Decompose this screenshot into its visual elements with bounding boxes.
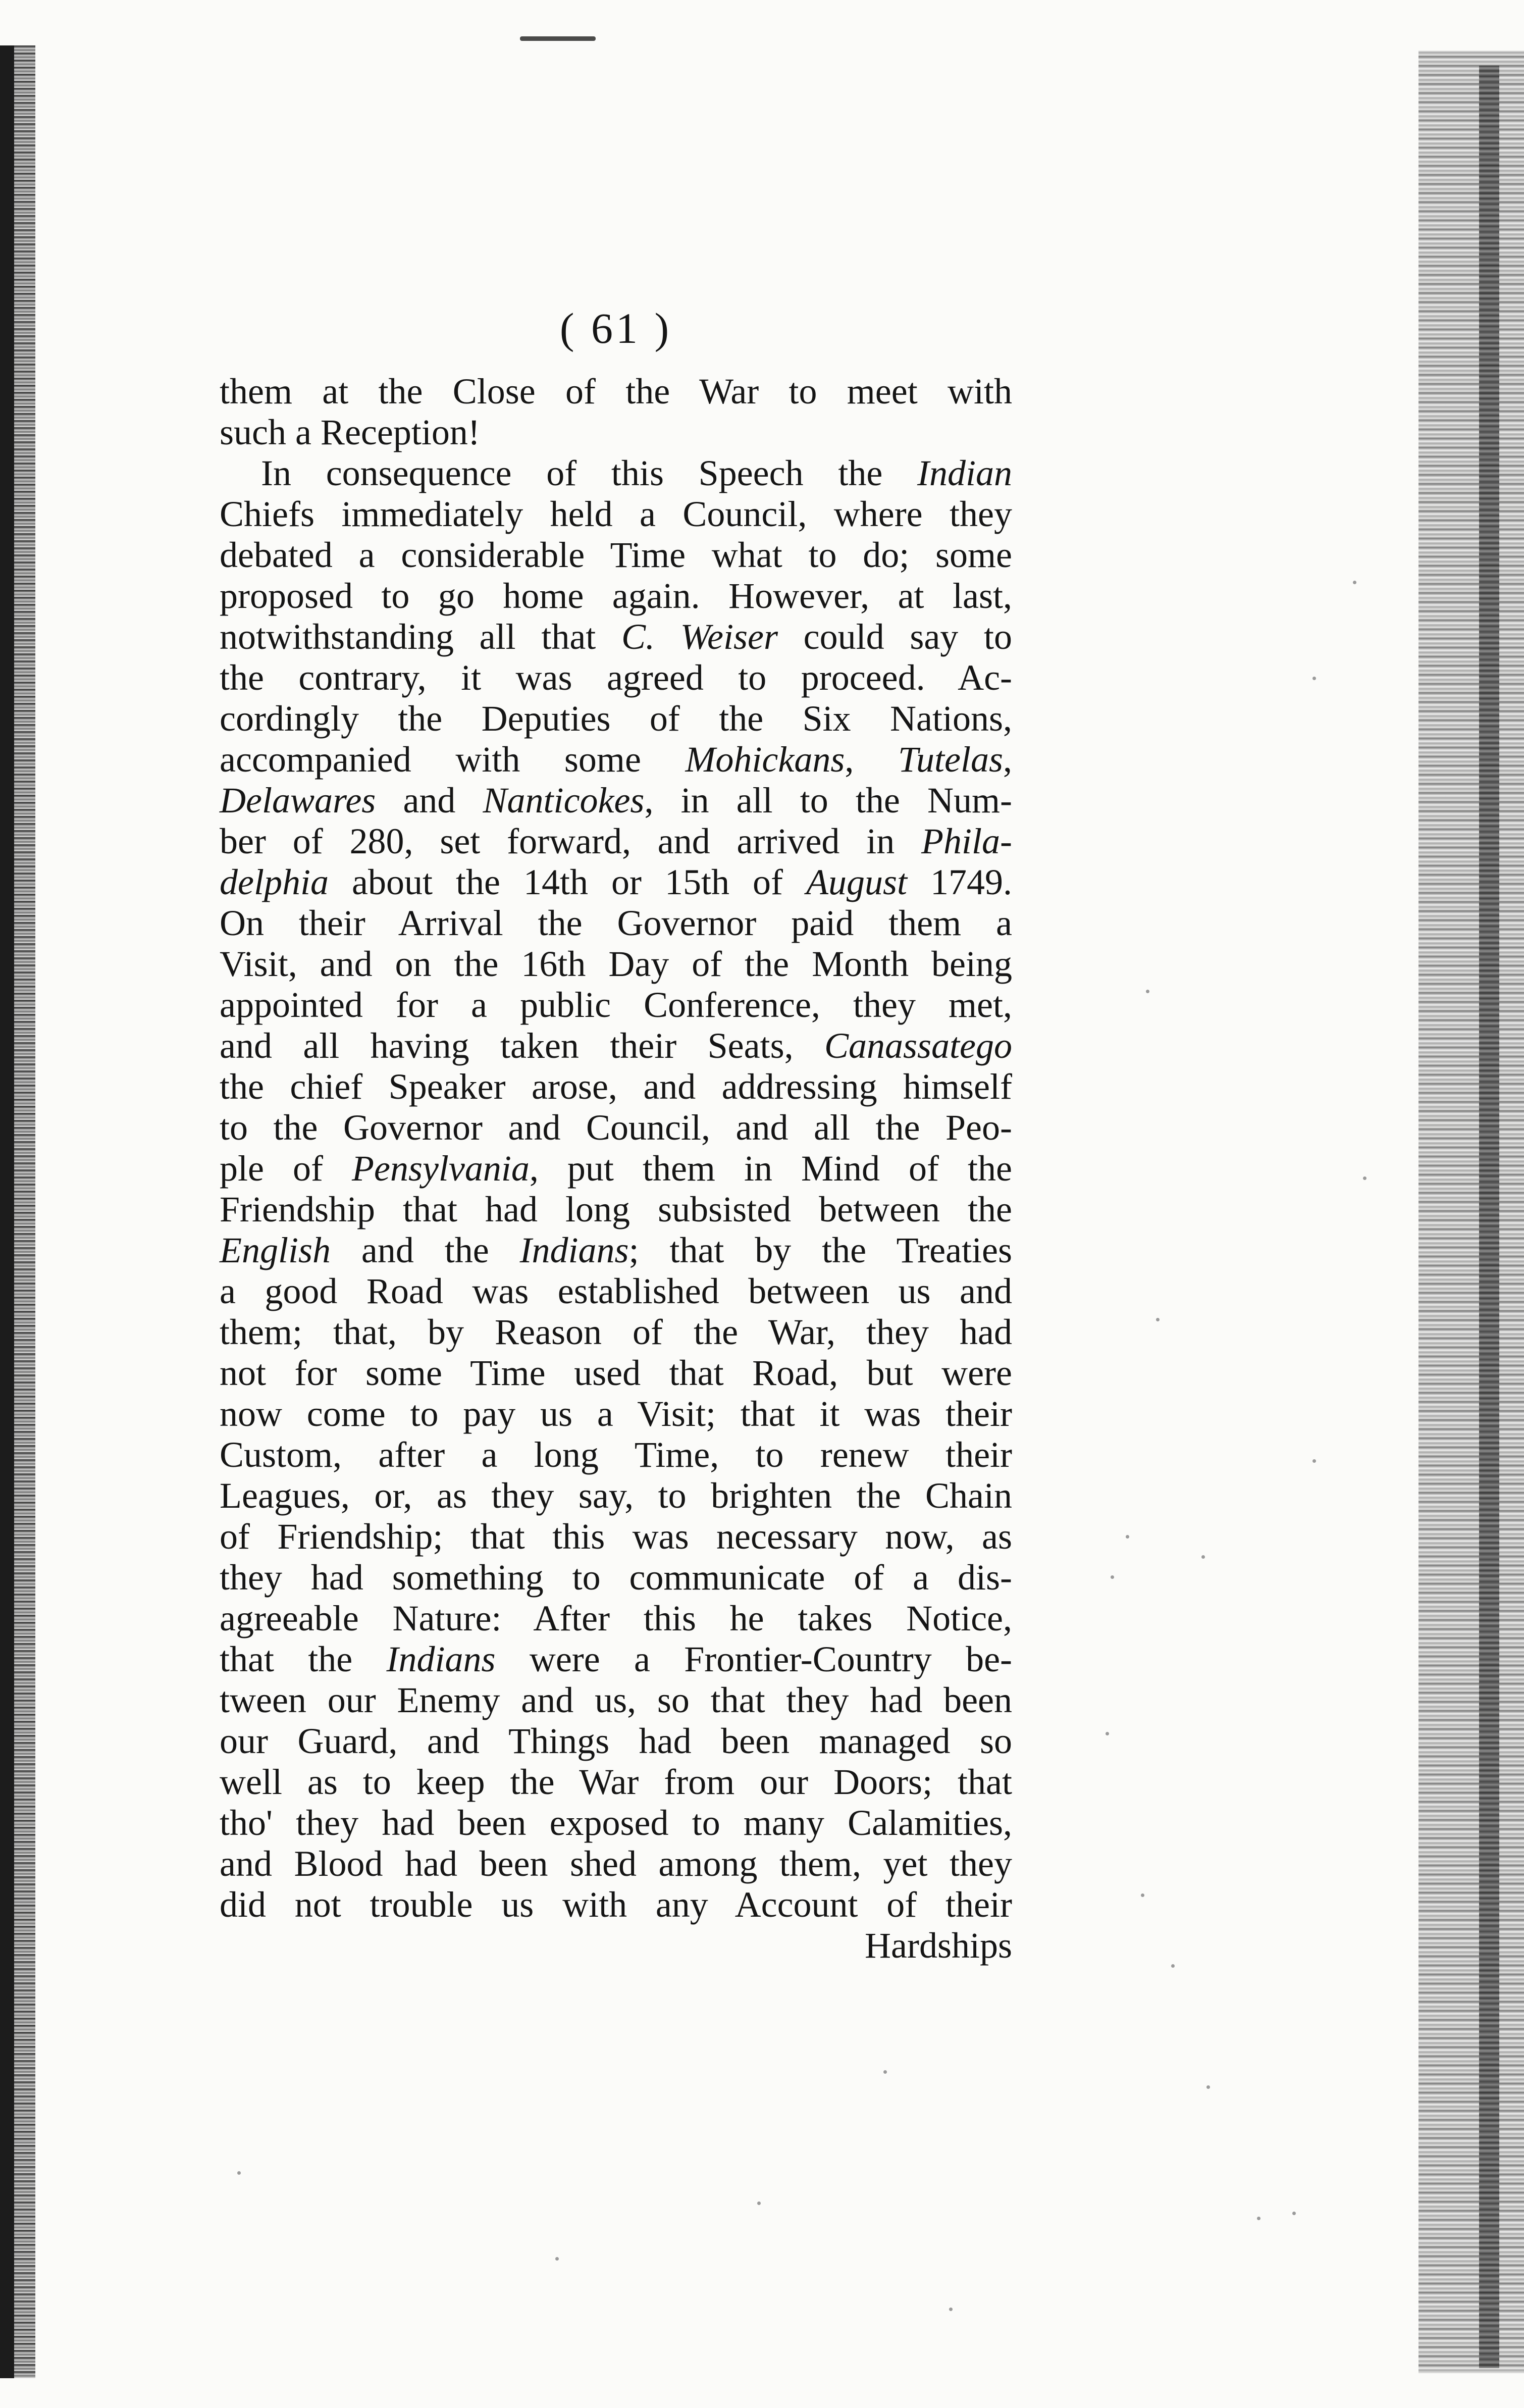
text-line xyxy=(220,944,1012,985)
italic-text: Indians xyxy=(519,1230,629,1270)
text-segment: tween our Enemy and us, so that they had been xyxy=(220,1680,1012,1720)
text-line xyxy=(220,453,1012,494)
text-line xyxy=(220,494,1012,535)
text-line xyxy=(220,1475,1012,1516)
text-segment: of Friendship; that this was necessary now, as xyxy=(220,1516,1012,1557)
text-segment: Visit, and on the 16th Day of the Month being xyxy=(220,944,1012,984)
paper-speck xyxy=(1201,1555,1205,1559)
text-line xyxy=(220,780,1012,821)
text-line xyxy=(220,1639,1012,1680)
text-segment: a good Road was established between us and xyxy=(220,1271,1012,1311)
paper-speck xyxy=(555,2257,559,2261)
text-line xyxy=(220,1026,1012,1066)
text-segment: notwithstanding all that xyxy=(220,617,621,657)
text-line xyxy=(220,535,1012,576)
text-segment: now come to pay us a Visit; that it was their xyxy=(220,1394,1012,1434)
text-segment: not for some Time used that Road, but were xyxy=(220,1353,1012,1393)
text-segment: Friendship that had long subsisted between the xyxy=(220,1189,1012,1229)
text-segment: , put them in Mind of the xyxy=(529,1148,1012,1189)
text-line xyxy=(220,739,1012,780)
text-segment: tho' they had been exposed to many Calamities, xyxy=(220,1803,1012,1843)
paper-speck xyxy=(1111,1575,1114,1579)
text-segment: , xyxy=(1003,739,1012,780)
text-line xyxy=(220,1516,1012,1557)
text-segment: them; that, by Reason of the War, they had xyxy=(220,1312,1012,1352)
text-segment: Leagues, or, as they say, to brighten the Chain xyxy=(220,1475,1012,1516)
text-segment: debated a considerable Time what to do; some xyxy=(220,535,1012,575)
paper-speck xyxy=(1206,2085,1210,2089)
text-segment: Custom, after a long Time, to renew their xyxy=(220,1434,1012,1475)
text-segment: , xyxy=(845,739,898,780)
text-line xyxy=(220,1148,1012,1189)
text-line xyxy=(220,1353,1012,1394)
text-line xyxy=(220,821,1012,862)
paper-speck xyxy=(1146,990,1149,993)
paper-speck xyxy=(1106,1732,1109,1735)
italic-text: Delawares xyxy=(220,780,376,821)
paper-speck xyxy=(1171,1964,1175,1968)
paper-speck xyxy=(1353,581,1356,584)
binding-shadow-right xyxy=(1479,66,1499,2368)
text-segment: our Guard, and Things had been managed so xyxy=(220,1721,1012,1761)
binding-edge-right xyxy=(1418,50,1524,2373)
text-line xyxy=(220,1189,1012,1230)
text-segment: were a Frontier-Country be- xyxy=(495,1639,1012,1679)
text-line xyxy=(220,1884,1012,1925)
text-segment: cordingly the Deputies of the Six Nations, xyxy=(220,698,1012,739)
text-line xyxy=(220,576,1012,617)
text-line xyxy=(220,1598,1012,1639)
text-segment: ; that by the Treaties xyxy=(628,1230,1013,1270)
text-line xyxy=(220,371,1012,412)
text-segment: ber of 280, set forward, and arrived in xyxy=(220,821,922,861)
paper-speck xyxy=(1126,1535,1129,1539)
text-line xyxy=(220,657,1012,698)
paper-speck xyxy=(1257,2217,1260,2220)
italic-text: Phila- xyxy=(921,821,1012,861)
binding-shadow-left xyxy=(0,45,14,2378)
italic-text: delphia xyxy=(220,862,329,902)
text-line xyxy=(220,903,1012,944)
text-line xyxy=(220,1680,1012,1721)
paper-speck xyxy=(949,2308,953,2311)
text-segment: On their Arrival the Governor paid them a xyxy=(220,903,1012,943)
text-segment: to the Governor and Council, and all the Peo- xyxy=(220,1107,1012,1148)
text-segment: about the 14th or 15th of xyxy=(328,862,806,902)
italic-text: Mohickans xyxy=(685,739,845,780)
paper-speck xyxy=(1363,1176,1367,1180)
text-segment: In consequence of this Speech the xyxy=(261,453,918,493)
italic-text: Indians xyxy=(386,1639,496,1679)
text-line xyxy=(220,1557,1012,1598)
text-segment: them at the Close of the War to meet with xyxy=(220,371,1012,412)
text-line xyxy=(220,412,1012,453)
text-segment: , in all to the Num- xyxy=(644,780,1012,821)
text-line xyxy=(220,1721,1012,1762)
italic-text: August xyxy=(806,862,907,902)
text-segment: and all having taken their Seats, xyxy=(220,1026,824,1066)
paper-speck xyxy=(757,2201,761,2205)
text-line xyxy=(220,1107,1012,1148)
paper-speck xyxy=(1156,1318,1160,1321)
text-segment: ple of xyxy=(220,1148,352,1189)
text-segment: 1749. xyxy=(907,862,1012,902)
text-line xyxy=(220,1230,1012,1271)
text-segment: appointed for a public Conference, they met, xyxy=(220,985,1012,1025)
text-segment: could say to xyxy=(778,617,1012,657)
catchword: Hardships xyxy=(865,1925,1012,1966)
paper-speck xyxy=(883,2070,887,2074)
italic-text: Tutelas xyxy=(898,739,1003,780)
text-line xyxy=(220,1803,1012,1843)
text-line xyxy=(220,1271,1012,1312)
page-number: ( 61 ) xyxy=(559,304,672,352)
text-line xyxy=(220,1843,1012,1884)
text-segment: and the xyxy=(331,1230,520,1270)
paper-speck xyxy=(237,2171,241,2175)
text-line xyxy=(220,698,1012,739)
text-segment: well as to keep the War from our Doors; that xyxy=(220,1762,1012,1802)
text-segment: and xyxy=(376,780,483,821)
text-segment: proposed to go home again. However, at last, xyxy=(220,576,1012,616)
italic-text: C. Weiser xyxy=(621,617,778,657)
text-segment: accompanied with some xyxy=(220,739,686,780)
text-line xyxy=(220,862,1012,903)
paper-speck xyxy=(1312,1459,1316,1463)
text-segment: such a Reception! xyxy=(220,412,480,452)
text-line xyxy=(220,1394,1012,1434)
text-line xyxy=(220,1762,1012,1803)
italic-text: Canassatego xyxy=(824,1026,1012,1066)
italic-text: Nanticokes xyxy=(483,780,645,821)
paper-speck xyxy=(1141,1893,1144,1897)
text-segment: and Blood had been shed among them, yet they xyxy=(220,1843,1012,1884)
italic-text: Pensylvania xyxy=(352,1148,530,1189)
ink-mark-top xyxy=(520,36,596,41)
text-segment: agreeable Nature: After this he takes Notice, xyxy=(220,1598,1012,1638)
italic-text: English xyxy=(220,1230,331,1270)
text-segment: the chief Speaker arose, and addressing himself xyxy=(220,1066,1012,1107)
body-text xyxy=(220,371,1012,1966)
text-line xyxy=(220,1434,1012,1475)
text-segment: Chiefs immediately held a Council, where they xyxy=(220,494,1012,534)
text-line xyxy=(220,617,1012,657)
text-segment: they had something to communicate of a dis- xyxy=(220,1557,1012,1598)
paper-speck xyxy=(1312,677,1316,680)
text-line xyxy=(220,1312,1012,1353)
text-line xyxy=(220,1066,1012,1107)
italic-text: Indian xyxy=(917,453,1012,493)
paper-speck xyxy=(1292,2212,1296,2215)
text-segment: that the xyxy=(220,1639,387,1679)
text-segment: did not trouble us with any Account of their xyxy=(220,1884,1012,1925)
text-segment: the contrary, it was agreed to proceed. Ac- xyxy=(220,657,1012,698)
text-line xyxy=(220,985,1012,1026)
